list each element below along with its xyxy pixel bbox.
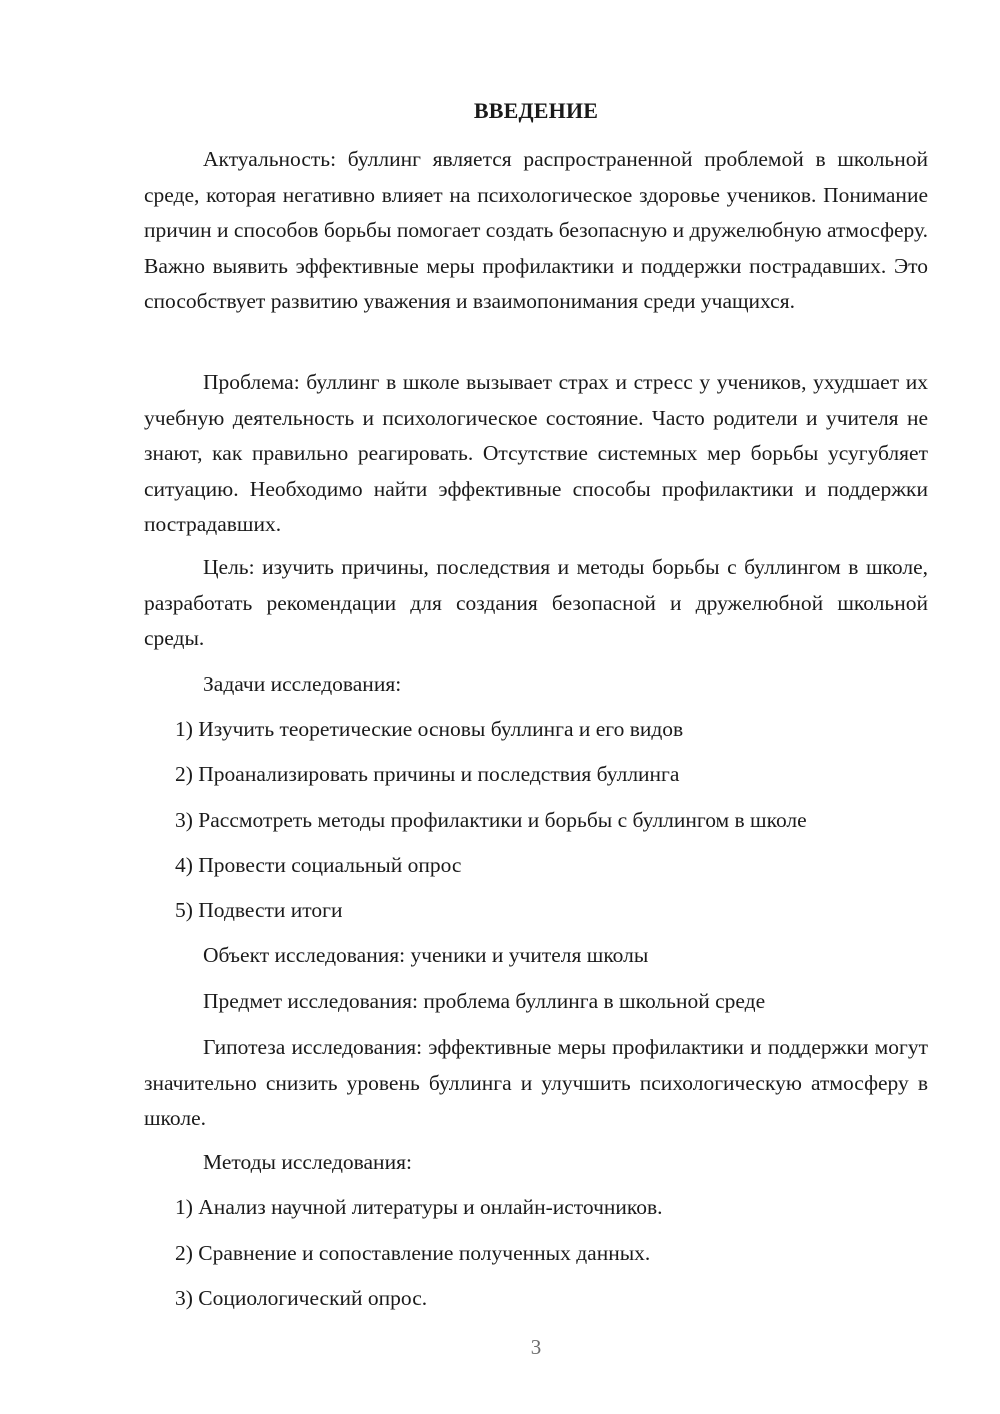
goal-paragraph: Цель: изучить причины, последствия и методы борьбы с буллингом в школе, разработать рекомендации для создания безопасной и дружелюбной школьной среды.: [144, 555, 928, 650]
method-item: 2) Сравнение и сопоставление полученных данных.: [175, 1241, 651, 1265]
hypothesis-paragraph: Гипотеза исследования: эффективные меры профилактики и поддержки могут значительно снизить уровень буллинга и улучшить психологическую атмосферу в школе.: [144, 1035, 928, 1130]
task-item: 1) Изучить теоретические основы буллинга и его видов: [175, 717, 684, 741]
task-item: 2) Проанализировать причины и последствия буллинга: [175, 762, 680, 786]
research-object: Объект исследования: ученики и учителя школы: [203, 943, 649, 967]
research-subject: Предмет исследования: проблема буллинга в школьной среде: [203, 989, 766, 1013]
method-item: 3) Социологический опрос.: [175, 1286, 428, 1310]
relevance-paragraph: Актуальность: буллинг является распространенной проблемой в школьной среде, которая негативно влияет на психологическое здоровье учеников. Понимание причин и способов борьбы помогает создать безопасную и дружелюбную атмосферу. Важно выявить эффективные меры профилактики и поддержки пострадавших. Это способствует развитию уважения и взаимопонимания среди учащихся.: [144, 147, 928, 313]
tasks-heading: Задачи исследования:: [203, 672, 402, 696]
problem-paragraph: Проблема: буллинг в школе вызывает страх и стресс у учеников, ухудшает их учебную деятельность и психологическое состояние. Часто родители и учителя не знают, как правильно реагировать. Отсутствие системных мер борьбы усугубляет ситуацию. Необходимо найти эффективные способы профилактики и поддержки пострадавших.: [144, 370, 928, 536]
page-number: 3: [530, 1335, 542, 1359]
method-item: 1) Анализ научной литературы и онлайн-источников.: [175, 1195, 663, 1219]
task-item: 3) Рассмотреть методы профилактики и борьбы с буллингом в школе: [175, 808, 807, 832]
task-item: 4) Провести социальный опрос: [175, 853, 462, 877]
task-item: 5) Подвести итоги: [175, 898, 343, 922]
page-title: ВВЕДЕНИЕ: [473, 98, 599, 123]
methods-heading: Методы исследования:: [203, 1150, 412, 1174]
